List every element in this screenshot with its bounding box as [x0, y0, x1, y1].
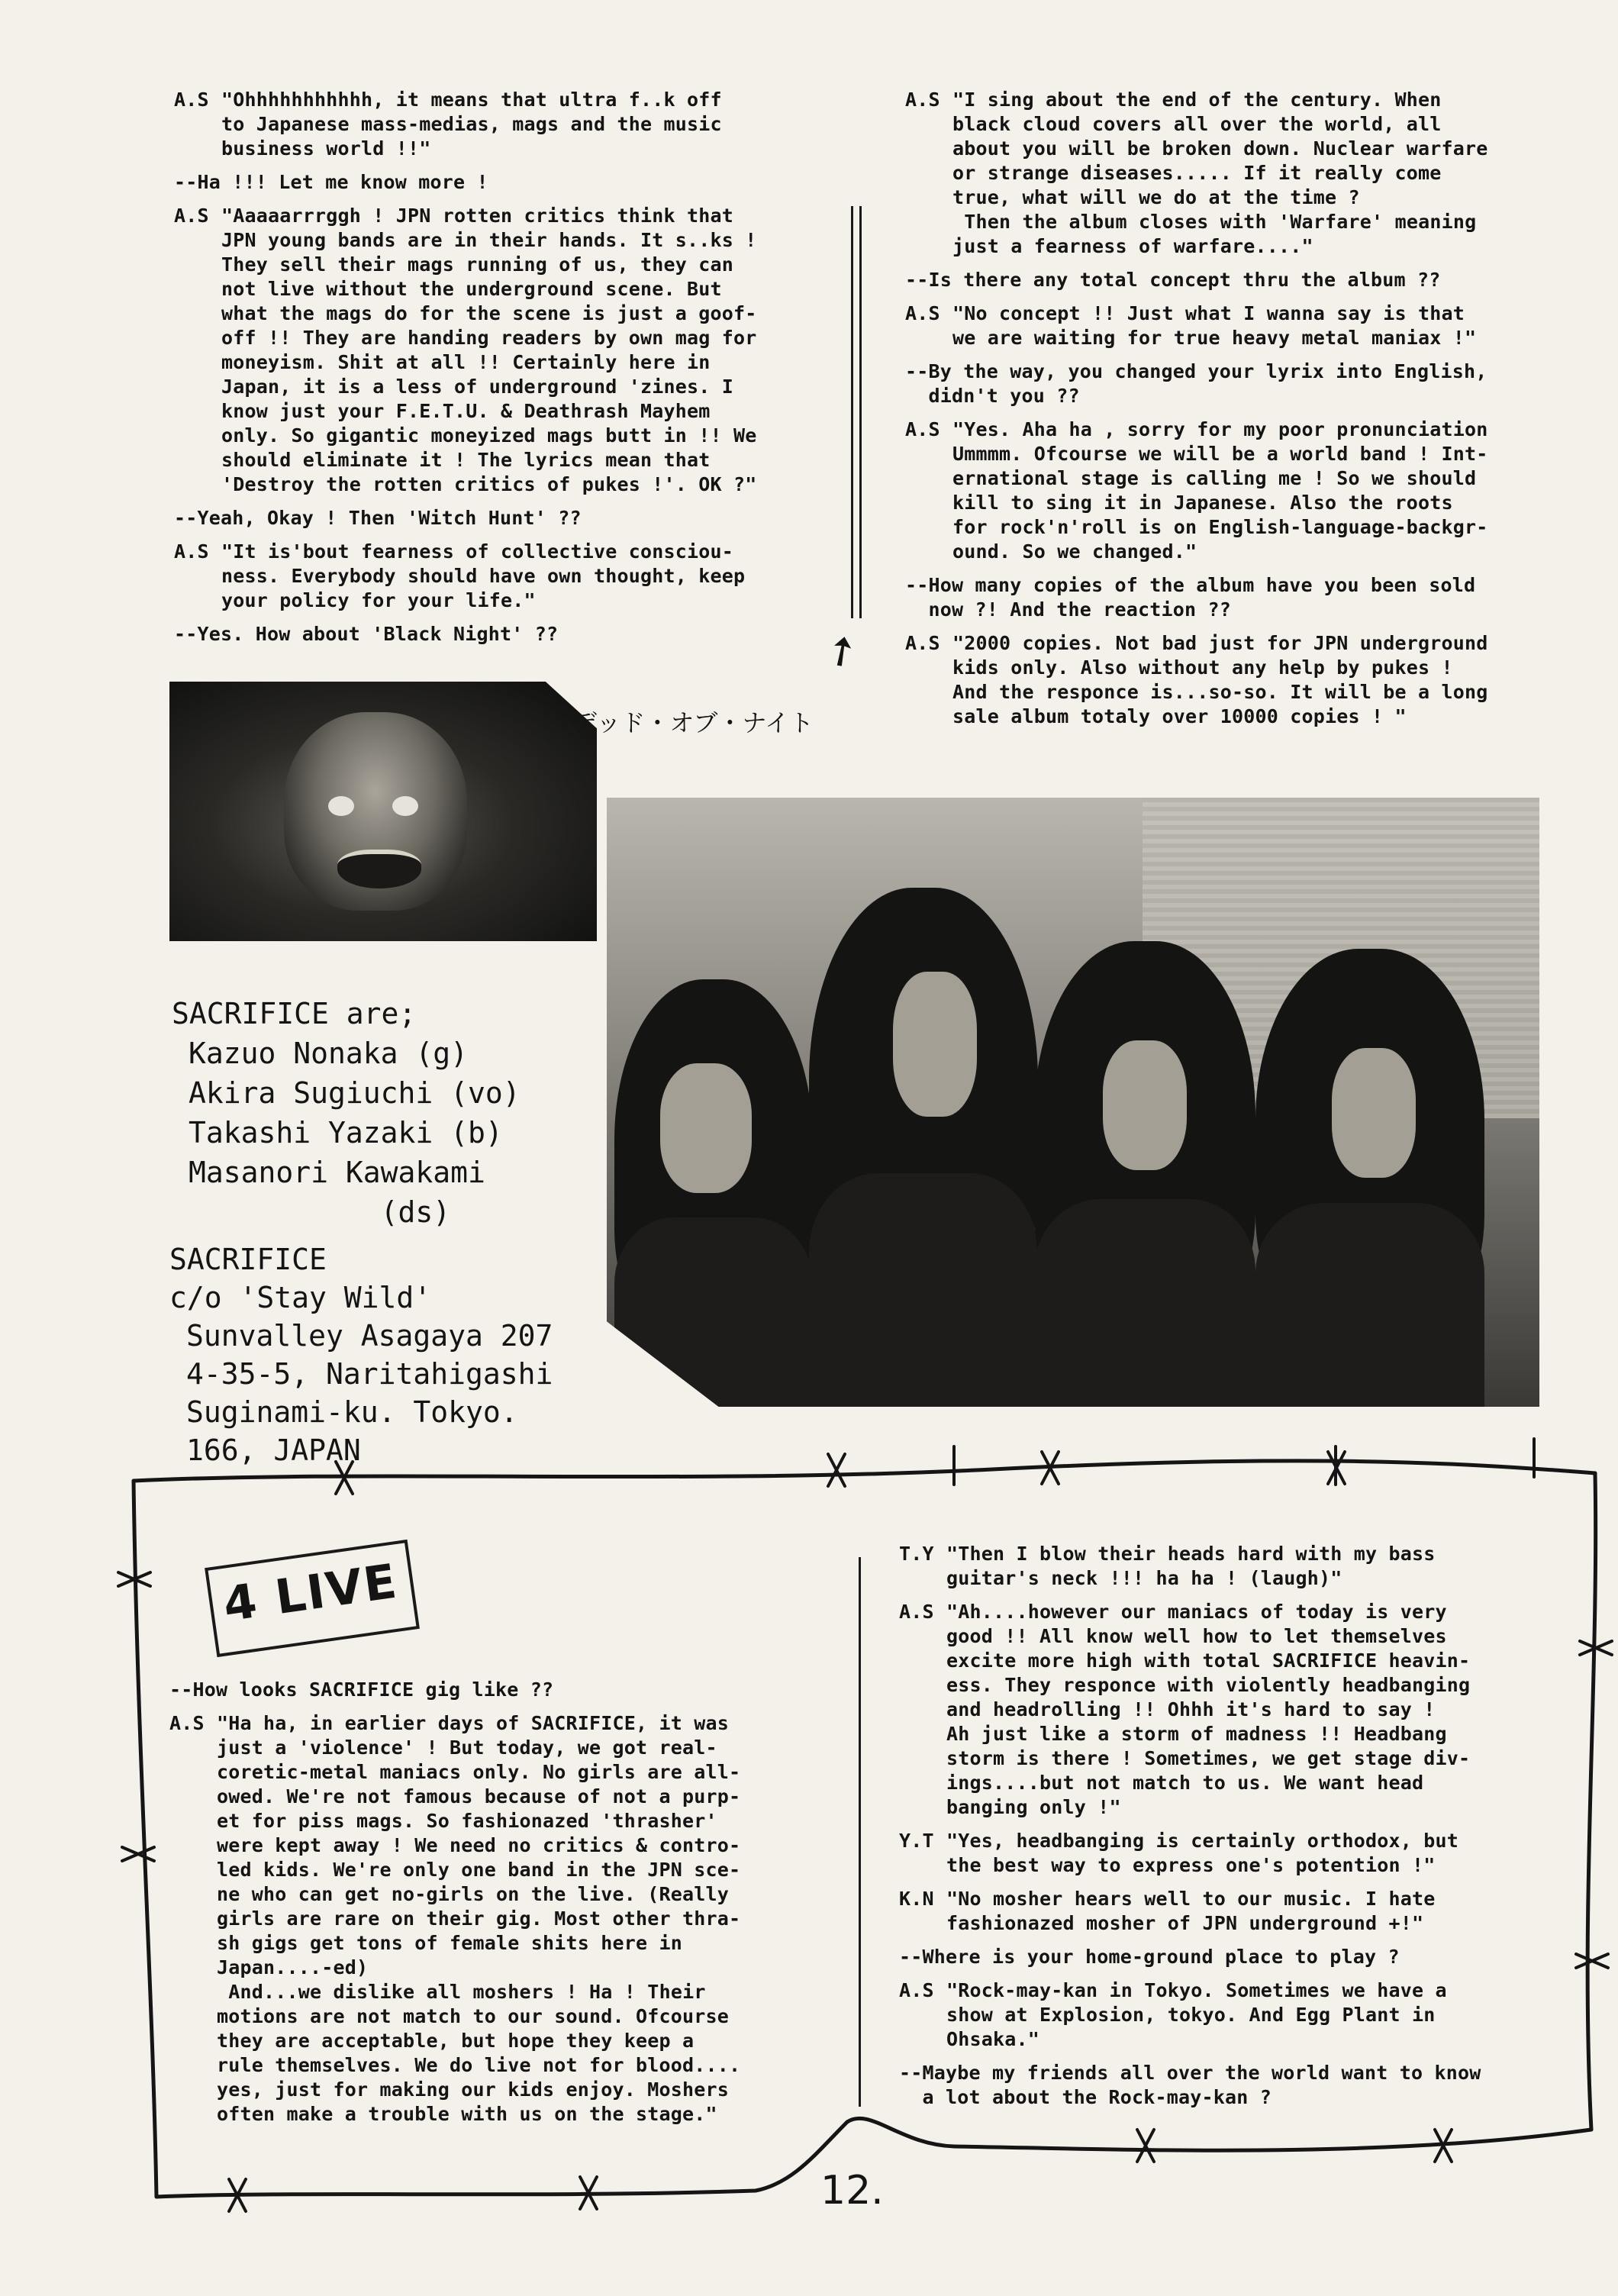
speaker-label: T.Y [899, 1543, 934, 1565]
interview-entry [899, 2061, 1548, 2110]
interview-entry [169, 1678, 833, 1702]
answer-text: "Rock-may-kan in Tokyo. Sometimes we have a show at Explosion, tokyo. And Egg Plant in Ohsaka." [946, 1979, 1447, 2050]
address-heading: SACRIFICE [169, 1243, 327, 1276]
question-text: --Yes. How about 'Black Night' ?? [174, 623, 559, 645]
answer-text: "2000 copies. Not bad just for JPN underground kids only. Also without any help by pukes ! And the responce is...so-so. It will be a long sale album totaly over 10000 copies ! " [952, 632, 1488, 727]
japanese-caption: デッド・オブ・ナイト [572, 708, 814, 737]
interview-entry [899, 1978, 1548, 2052]
speaker-label: A.S [174, 89, 209, 111]
interview-entry [899, 1600, 1548, 1820]
speaker-label: K.N [899, 1888, 934, 1910]
answer-text: "Yes, headbanging is certainly orthodox, but the best way to express one's potention !" [946, 1830, 1459, 1876]
answer-text: "Ha ha, in earlier days of SACRIFICE, it was just a 'violence' ! But today, we got real- coretic-metal maniacs only. No girls are all- owed. We're not famous because of not a purp- et for piss mags. So fashionazed 'thrasher' were kept away ! We need no critics & contro- led kids. We're only one band in the JPN sce- ne who can get no-girls on the live. (Really girls are rare on their gig. Most other thra- sh gigs get tons of female shits here in Japan....-ed) And...we dislike all moshers ! Ha ! Their motions are not match to our sound. Ofcourse they are acceptable, but hope they keep a rule themselves. We do live not for blood.... yes, just for making our kids enjoy. Moshers often make a trouble with us on the stage." [217, 1712, 741, 2125]
answer-text: "No mosher hears well to our music. I hate fashionazed mosher of JPN underground +!" [946, 1888, 1436, 1934]
speaker-label: Y.T [899, 1830, 934, 1852]
speaker-label: A.S [174, 205, 209, 227]
question-text: --Where is your home-ground place to play ? [899, 1946, 1400, 1968]
interview-entry [899, 1887, 1548, 1936]
speaker-label: A.S [899, 1601, 934, 1623]
lineup-member: Kazuo Nonaka (g) [189, 1037, 469, 1070]
question-text: --How many copies of the album have you been sold now ?! And the reaction ?? [905, 574, 1476, 621]
question-text: --Is there any total concept thru the album ?? [905, 269, 1441, 291]
answer-text: "Ohhhhhhhhhhh, it means that ultra f..k off to Japanese mass-medias, mags and the music business world !!" [221, 89, 722, 160]
answer-text: "No concept !! Just what I wanna say is that we are waiting for true heavy metal maniax !" [952, 302, 1477, 349]
page-number: 12. [820, 2168, 884, 2214]
address-line: Suginami-ku. Tokyo. [186, 1395, 518, 1429]
address-line: Sunvalley Asagaya 207 [186, 1319, 553, 1353]
interview-entry [899, 1945, 1548, 1969]
answer-text: "Aaaaarrrggh ! JPN rotten critics think that JPN young bands are in their hands. It s..ks ! They sell their mags running of us, they can not live without the underground scene. But what the mags do for the scene is just a goof- off !! They are handing readers by own mag for moneyism. Shit at all !! Certainly here in Japan, it is a less of underground 'zines. I know just your F.E.T.U. & Deathrash Mayhem only. So gigantic moneyized mags butt in !! We should eliminate it ! The lyrics mean that 'Destroy the rotten critics of pukes !'. OK ?" [221, 205, 757, 495]
lineup-member: Takashi Yazaki (b) [189, 1116, 503, 1150]
address-line: 4-35-5, Naritahigashi [186, 1357, 553, 1391]
speaker-label: A.S [905, 418, 940, 440]
speaker-label: A.S [905, 632, 940, 654]
question-text: --Yeah, Okay ! Then 'Witch Hunt' ?? [174, 507, 582, 529]
answer-text: "Then I blow their heads hard with my bass guitar's neck !!! ha ha ! (laugh)" [946, 1543, 1436, 1589]
speaker-label: A.S [905, 302, 940, 324]
lineup-heading: SACRIFICE are; [172, 997, 417, 1030]
question-text: --Ha !!! Let me know more ! [174, 171, 488, 193]
question-text: --How looks SACRIFICE gig like ?? [169, 1678, 554, 1701]
speaker-label: A.S [899, 1979, 934, 2001]
answer-text: "Ah....however our maniacs of today is very good !! All know well how to let themselves excite more high with total SACRIFICE heavin- ess. They responce with violently headbanging and headrolling !! Ohhh it's hard to say ! Ah just like a storm of madness !! Headbang storm is there ! Sometimes, we get stage div- ings....but not match to us. We want head banging only !" [946, 1601, 1471, 1818]
address-line: 166, JAPAN [186, 1433, 361, 1467]
lineup-member: Masanori Kawakami [189, 1156, 485, 1189]
lineup-member: (ds) [189, 1195, 451, 1229]
interview-entry [899, 1829, 1548, 1878]
question-text: --Maybe my friends all over the world want to know a lot about the Rock-may-kan ? [899, 2062, 1481, 2108]
answer-text: "Yes. Aha ha , sorry for my poor pronunciation Ummmm. Ofcourse we will be a world band ! Int- ernational stage is calling me ! So we should kill to sing it in Japanese. Also the roots for rock'n'roll is on English-language-backgr- ound. So we changed." [952, 418, 1488, 563]
lineup-member: Akira Sugiuchi (vo) [189, 1076, 521, 1110]
interview-column-bottom-right [899, 1542, 1548, 2119]
interview-column-bottom-left [169, 1678, 833, 2136]
speaker-label: A.S [169, 1712, 205, 1734]
interview-entry [169, 1711, 833, 2127]
speaker-label: A.S [905, 89, 940, 111]
interview-entry [899, 1542, 1548, 1591]
arrow-icon: ➚ [815, 622, 869, 683]
address-line: c/o 'Stay Wild' [169, 1281, 432, 1314]
speaker-label: A.S [174, 540, 209, 563]
question-text: --By the way, you changed your lyrix into English, didn't you ?? [905, 360, 1487, 407]
answer-text: "I sing about the end of the century. When black cloud covers all over the world, all about you will be broken down. Nuclear warfare or strange diseases..... If it really come true, what will we do at the time ? Then the album closes with 'Warfare' meaning just a fearness of warfare...." [952, 89, 1488, 257]
live-section-heading: 4 LIVE [220, 1553, 401, 1633]
answer-text: "It is'bout fearness of collective consciou- ness. Everybody should have own thought, keep your policy for your life." [221, 540, 746, 611]
column-divider [859, 1557, 861, 2107]
